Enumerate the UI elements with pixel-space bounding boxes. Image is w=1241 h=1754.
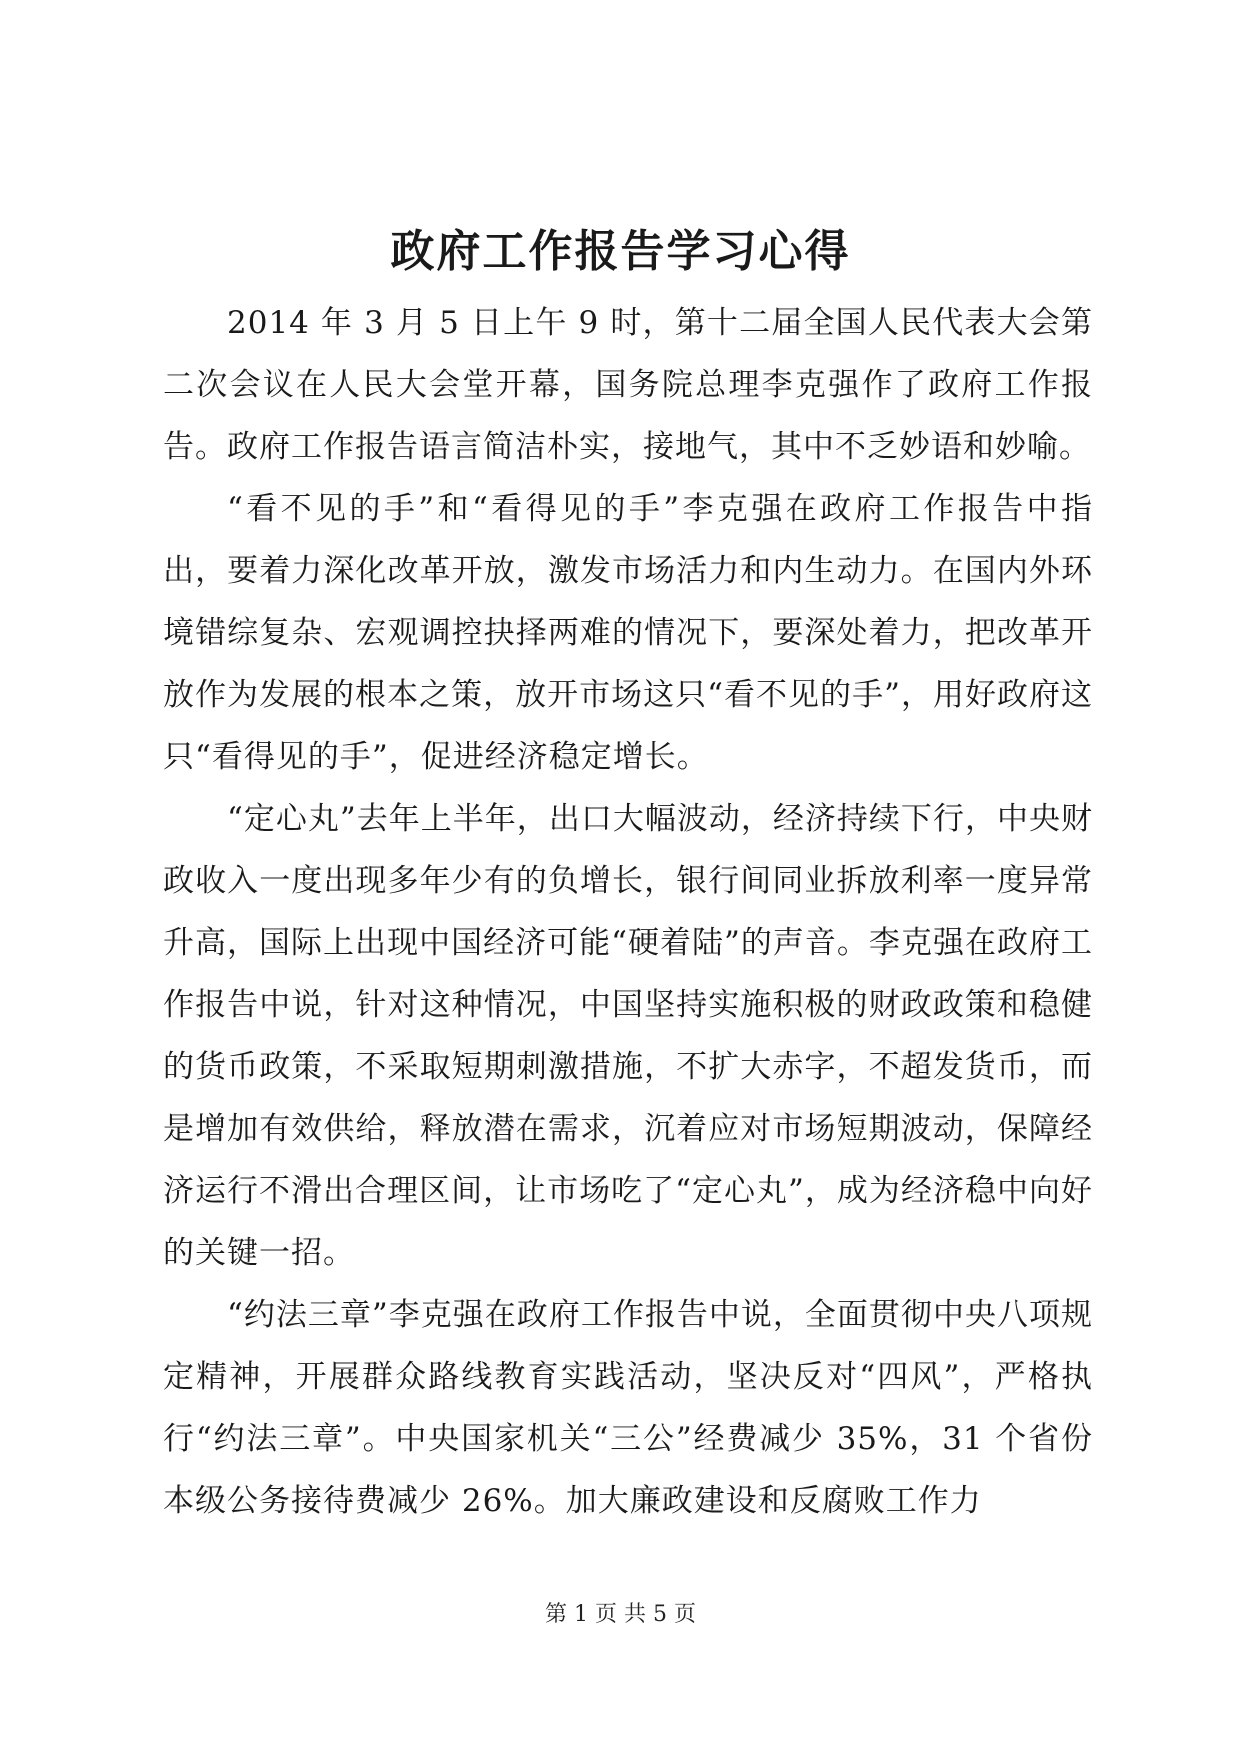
paragraph-reassurance: “定心丸”去年上半年，出口大幅波动，经济持续下行，中央财政收入一度出现多年少有的负增长，银行间同业拆放利率一度异常升高，国际上出现中国经济可能“硬着陆”的声音。李克强在政府工作报告中说，针对这种情况，中国坚持实施积极的财政政策和稳健的货币政策，不采取短期刺激措施，不扩大赤字，不超发货币，而是增加有效供给，释放潜在需求，沉着应对市场短期波动，保障经济运行不滑出合理区间，让市场吃了“定心丸”，成为经济稳中向好的关键一招。 xyxy=(163,801,1093,1271)
paragraph-intro: 2014 年 3 月 5 日上午 9 时，第十二届全国人民代表大会第二次会议在人民大会堂开幕，国务院总理李克强作了政府工作报告。政府工作报告语言简洁朴实，接地气，其中不乏妙语和妙喻。 xyxy=(163,305,1093,465)
document-title: 政府工作报告学习心得 xyxy=(390,226,851,277)
paragraph-three-rules: “约法三章”李克强在政府工作报告中说，全面贯彻中央八项规定精神，开展群众路线教育实践活动，坚决反对“四风”，严格执行“约法三章”。中央国家机关“三公”经费减少 35%，31 个省份本级公务接待费减少 26%。加大廉政建设和反腐败工作力 xyxy=(163,1297,1093,1519)
paragraph-invisible-hand: “看不见的手”和“看得见的手”李克强在政府工作报告中指出，要着力深化改革开放，激发市场活力和内生动力。在国内外环境错综复杂、宏观调控抉择两难的情况下，要深处着力，把改革开放作为发展的根本之策，放开市场这只“看不见的手”，用好政府这只“看得见的手”，促进经济稳定增长。 xyxy=(163,491,1093,775)
page-footer: 第 1 页 共 5 页 xyxy=(545,1602,696,1627)
document-body xyxy=(163,292,1093,1532)
